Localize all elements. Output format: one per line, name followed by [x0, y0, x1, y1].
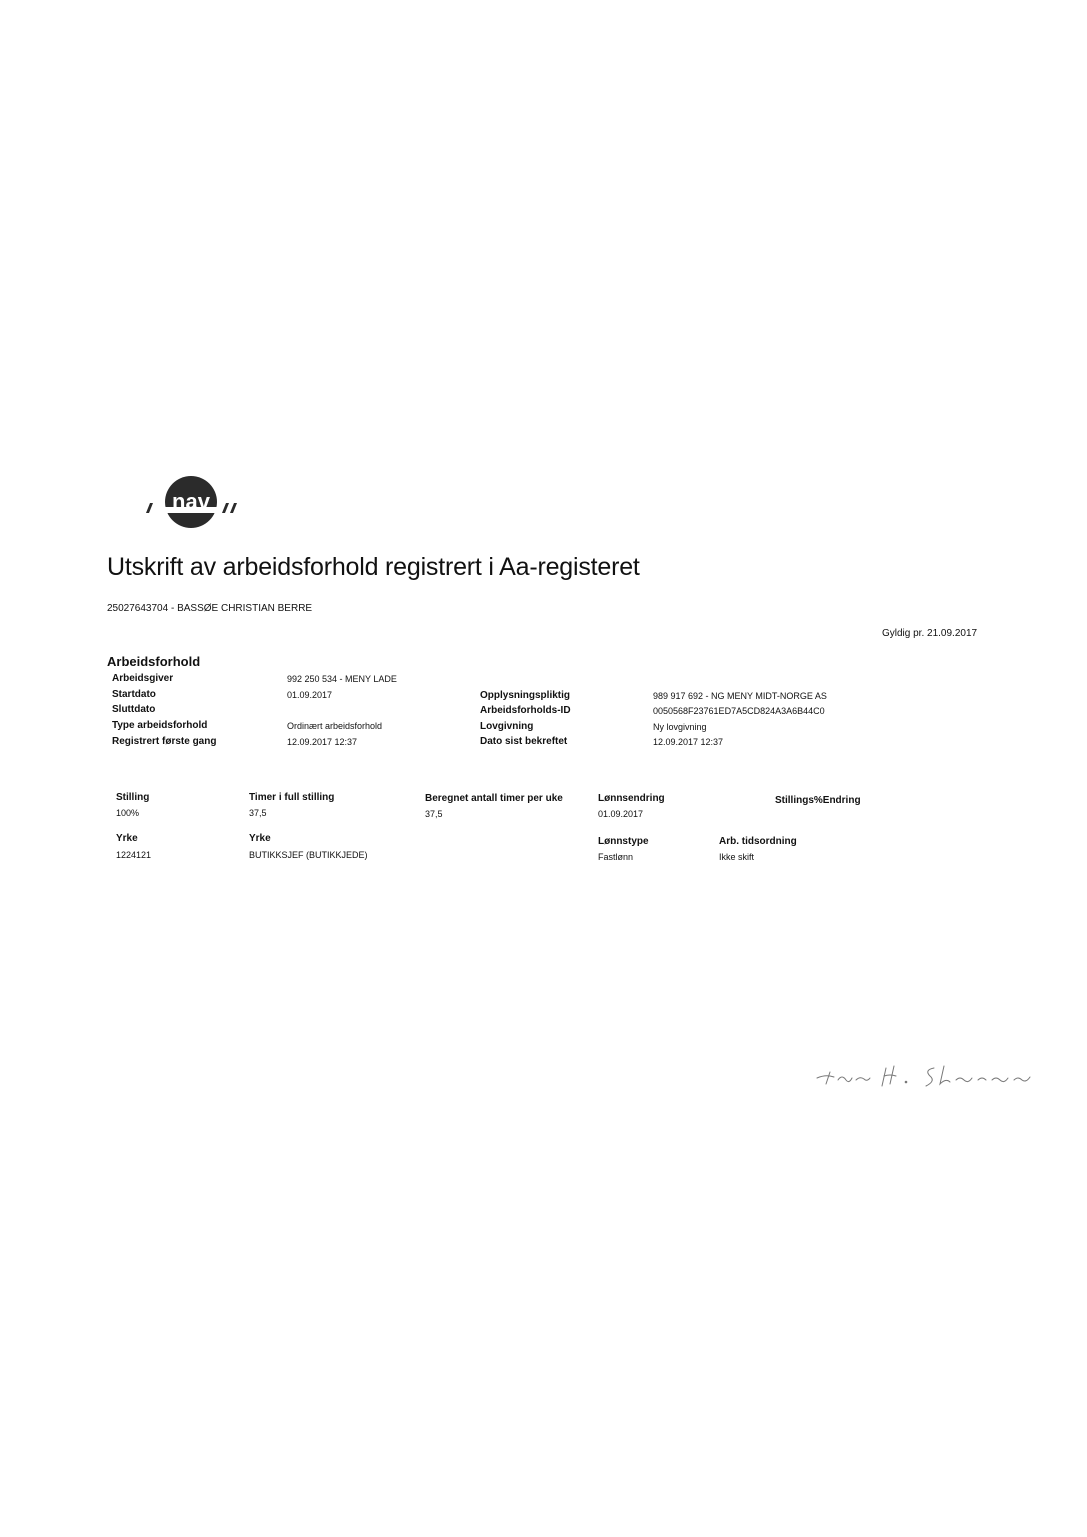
registrert-value: 12.09.2017 12:37 [287, 737, 358, 747]
yrke-kode-label: Yrke [116, 833, 138, 844]
lovgivning-value: Ny lovgivning [653, 722, 707, 732]
arbeidsgiver-value: 992 250 534 - MENY LADE [287, 674, 397, 684]
sluttdato-label: Sluttdato [112, 704, 156, 715]
yrke-kode-value: 1224121 [116, 850, 152, 860]
stilling-value: 100% [116, 808, 140, 818]
yrke-navn-label: Yrke [249, 833, 271, 844]
type-arbeidsforhold-value: Ordinært arbeidsforhold [287, 721, 383, 731]
startdato-label: Startdato [112, 689, 156, 700]
nav-logo-text: nav [172, 489, 210, 514]
type-arbeidsforhold-label: Type arbeidsforhold [112, 720, 208, 731]
yrke-navn-value: BUTIKKSJEF (BUTIKKJEDE) [249, 850, 368, 860]
timer-full-stilling-label: Timer i full stilling [249, 792, 335, 803]
section-heading: Arbeidsforhold [107, 654, 201, 669]
arb-tidsordning-value: Ikke skift [719, 852, 755, 862]
lonnsendring-label: Lønnsendring [598, 793, 665, 804]
handwritten-signature [812, 1058, 1042, 1092]
arb-tidsordning-label: Arb. tidsordning [719, 836, 797, 847]
nav-logo [140, 473, 240, 531]
lonnstype-value: Fastlønn [598, 852, 634, 862]
timer-full-stilling-value: 37,5 [249, 808, 267, 818]
stilling-label: Stilling [116, 792, 150, 803]
opplysningspliktig-label: Opplysningspliktig [480, 690, 571, 701]
stillingsendring-label: Stillings%Endring [775, 795, 861, 806]
lonnstype-label: Lønnstype [598, 836, 649, 847]
valid-date: Gyldig pr. 21.09.2017 [882, 628, 978, 639]
document-title: Utskrift av arbeidsforhold registrert i Aa-registeret [107, 553, 640, 581]
person-identifier: 25027643704 - BASSØE CHRISTIAN BERRE [107, 603, 313, 614]
startdato-value: 01.09.2017 [287, 690, 333, 700]
arbeidsgiver-label: Arbeidsgiver [112, 673, 174, 684]
lovgivning-label: Lovgivning [480, 721, 534, 732]
beregnet-timer-label: Beregnet antall timer per uke [425, 793, 563, 804]
dato-sist-bekreftet-value: 12.09.2017 12:37 [653, 737, 724, 747]
arbeidsforholds-id-label: Arbeidsforholds-ID [480, 705, 571, 716]
opplysningspliktig-value: 989 917 692 - NG MENY MIDT-NORGE AS [653, 691, 827, 701]
registrert-label: Registrert første gang [112, 736, 217, 747]
dato-sist-bekreftet-label: Dato sist bekreftet [480, 736, 568, 747]
beregnet-timer-value: 37,5 [425, 809, 443, 819]
arbeidsforholds-id-value: 0050568F23761ED7A5CD824A3A6B44C0 [653, 706, 825, 716]
lonnsendring-value: 01.09.2017 [598, 809, 644, 819]
